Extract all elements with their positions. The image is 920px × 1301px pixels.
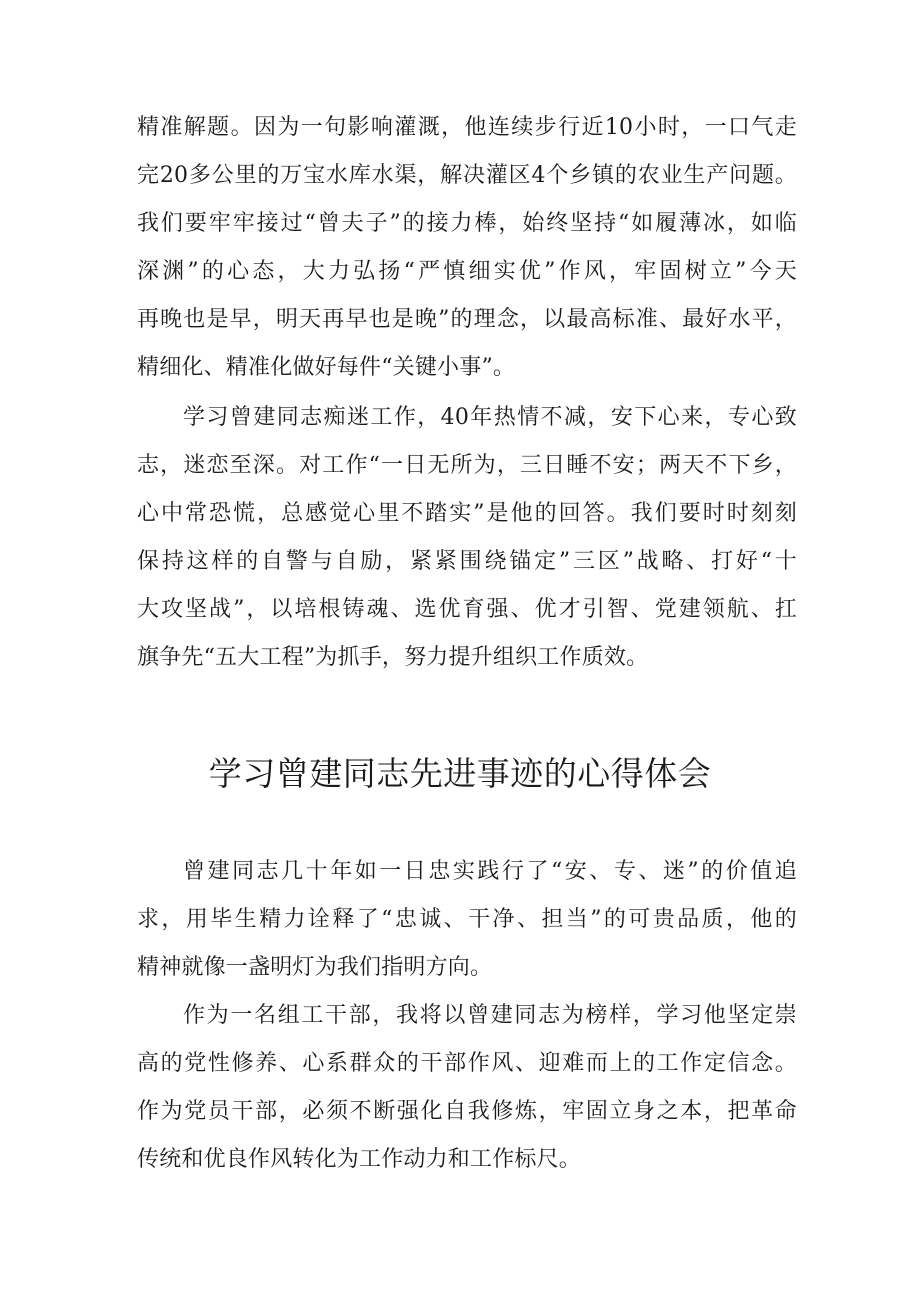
paragraph-line: 曾建同志几十年如一日忠实践行了“安、专、迷”的价值追	[183, 859, 797, 884]
paragraph-line: 精神就像一盏明灯为我们指明方向。	[137, 955, 493, 980]
paragraph-line: 高的党性修养、心系群众的干部作风、迎难而上的工作定信念。	[137, 1051, 797, 1076]
paragraph-line: 深渊”的心态，大力弘扬“严慎细实优”作风，牢固树立”今天	[137, 259, 797, 284]
paragraph-line: 旗争先“五大工程”为抓手，努力提升组织工作质效。	[137, 645, 649, 670]
paragraph-line: 心中常恐慌，总感觉心里不踏实”是他的回答。我们要时时刻刻	[137, 501, 797, 526]
paragraph-line: 学习曾建同志痴迷工作，40年热情不减，安下心来，专心致	[183, 405, 797, 430]
paragraph-line: 精细化、精准化做好每件“关键小事”。	[137, 355, 516, 380]
paragraph-2	[137, 394, 797, 682]
paragraph-4	[137, 992, 797, 1184]
paragraph-line: 作为一名组工干部，我将以曾建同志为榜样，学习他坚定崇	[183, 1003, 797, 1028]
paragraph-line: 大攻坚战”，以培根铸魂、选优育强、优才引智、党建领航、扛	[137, 597, 797, 622]
paragraph-line: 志，迷恋至深。对工作“一日无所为，三日睡不安；两天不下乡，	[137, 453, 797, 478]
paragraph-line: 求，用毕生精力诠释了“忠诚、干净、担当”的可贵品质，他的	[137, 907, 797, 932]
paragraph-1	[137, 104, 797, 392]
paragraph-line: 保持这样的自警与自励，紧紧围绕锚定”三区”战略、打好“十	[137, 549, 797, 574]
paragraph-line: 再晚也是早，明天再早也是晚”的理念，以最高标准、最好水平，	[137, 307, 797, 332]
paragraph-line: 作为党员干部，必须不断强化自我修炼，牢固立身之本，把革命	[137, 1099, 797, 1124]
paragraph-3	[137, 848, 797, 992]
paragraph-line: 精准解题。因为一句影响灌溉，他连续步行近10小时，一口气走	[137, 115, 797, 140]
paragraph-line: 传统和优良作风转化为工作动力和工作标尺。	[137, 1147, 582, 1172]
section-title: 学习曾建同志先进事迹的心得体会	[208, 754, 712, 793]
paragraph-line: 完20多公里的万宝水库水渠，解决灌区4个乡镇的农业生产问题。	[137, 163, 797, 188]
paragraph-line: 我们要牢牢接过“曾夫子”的接力棒，始终坚持“如履薄冰，如临	[137, 211, 797, 236]
